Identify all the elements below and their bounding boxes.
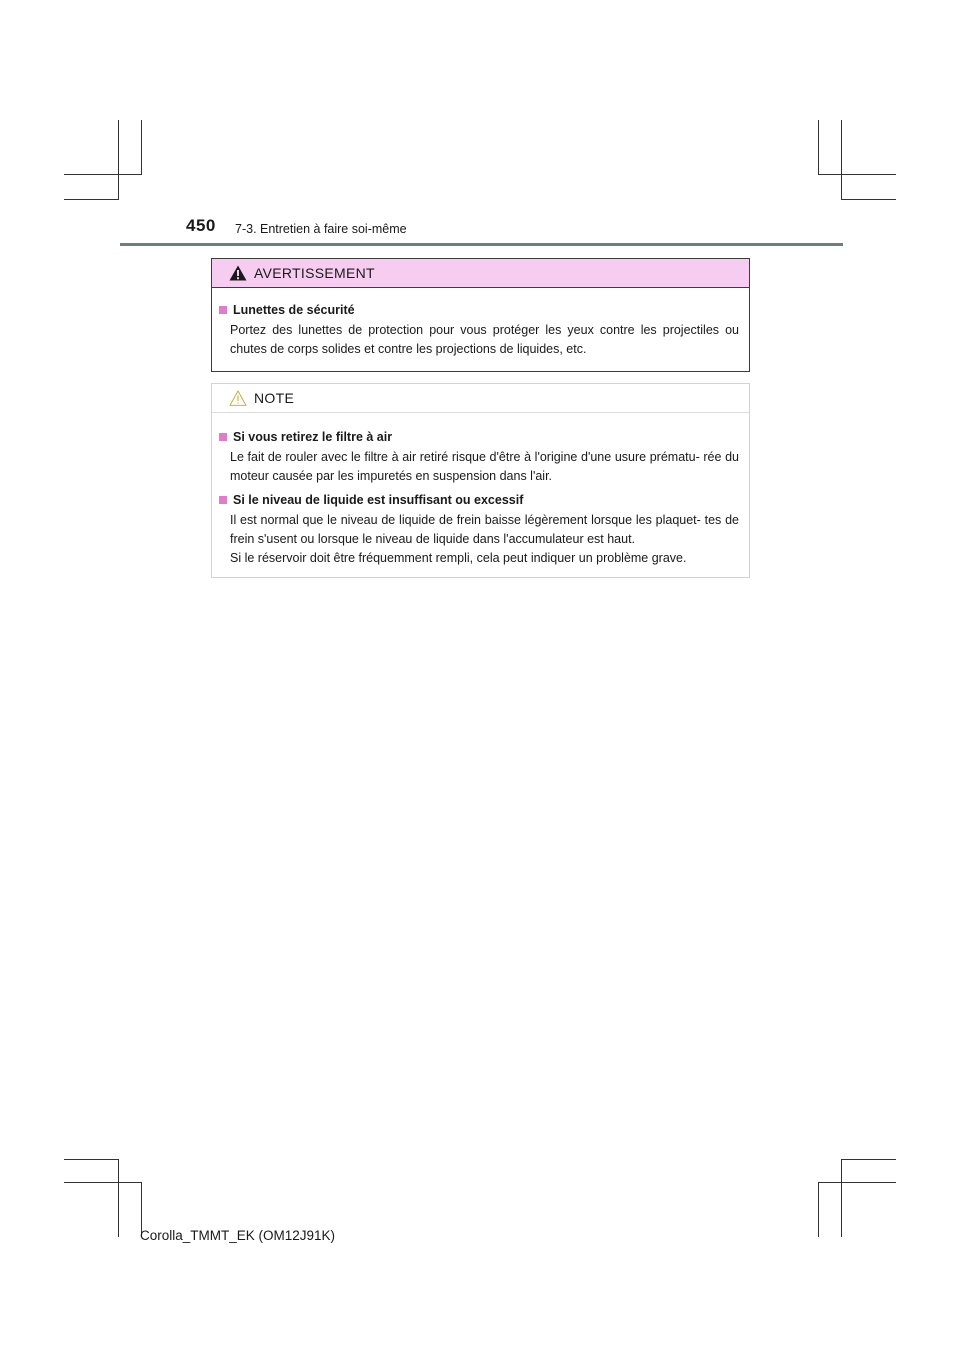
crop-mark (841, 1159, 842, 1237)
crop-mark (841, 120, 842, 200)
note-box-body (212, 413, 749, 568)
crop-mark (64, 199, 119, 200)
square-bullet-icon (219, 496, 227, 504)
note-item-text (219, 511, 739, 568)
document-id: Corolla_TMMT_EK (OM12J91K) (140, 1228, 336, 1243)
crop-mark (118, 120, 119, 200)
note-item-heading (219, 491, 739, 509)
warning-box (211, 258, 750, 372)
crop-mark (118, 1159, 119, 1237)
crop-mark (841, 199, 896, 200)
note-item-text: Le fait de rouler avec le filtre à air retiré risque d'être à l'origine d'une usure prématu- rée du moteur causée par les impuretés en suspension dans l'air. (230, 450, 739, 483)
warning-box-body (212, 288, 749, 359)
note-item-heading-text: Si vous retirez le filtre à air (233, 430, 393, 444)
note-box (211, 383, 750, 578)
caution-outline-triangle-icon (229, 390, 247, 406)
warning-box-title: AVERTISSEMENT (254, 265, 375, 281)
note-box-header (212, 384, 749, 413)
note-item-text-paragraph: Il est normal que le niveau de liquide de frein baisse légèrement lorsque les plaquet- tes de frein s'usent ou lorsque le niveau de liquide dans l'accumulateur est haut. (230, 513, 739, 546)
crop-mark (818, 1182, 819, 1237)
warning-item-heading-text: Lunettes de sécurité (233, 303, 355, 317)
note-box-title: NOTE (254, 390, 295, 406)
note-item (219, 428, 739, 486)
note-item-heading (219, 428, 739, 446)
crop-mark (64, 1159, 119, 1160)
crop-mark (141, 120, 142, 174)
section-title: 7-3. Entretien à faire soi-même (235, 222, 407, 236)
crop-mark (818, 174, 896, 175)
crop-mark (64, 174, 142, 175)
header-rule (120, 243, 843, 246)
crop-mark (818, 1182, 896, 1183)
warning-item-heading (219, 301, 739, 319)
square-bullet-icon (219, 306, 227, 314)
warning-triangle-icon (229, 265, 247, 281)
crop-mark (64, 1182, 142, 1183)
square-bullet-icon (219, 433, 227, 441)
warning-box-header (212, 259, 749, 288)
page-number: 450 (186, 216, 216, 235)
note-item-text-paragraph: Si le réservoir doit être fréquemment rempli, cela peut indiquer un problème grave. (230, 551, 687, 565)
crop-mark (841, 1159, 896, 1160)
note-item-heading-text: Si le niveau de liquide est insuffisant ou excessif (233, 493, 524, 507)
warning-item (219, 301, 739, 359)
note-item (219, 491, 739, 568)
warning-item-text: Portez des lunettes de protection pour vous protéger les yeux contre les projectiles ou chutes de corps solides et contre les projections de liquides, etc. (230, 323, 739, 356)
crop-mark (818, 120, 819, 174)
